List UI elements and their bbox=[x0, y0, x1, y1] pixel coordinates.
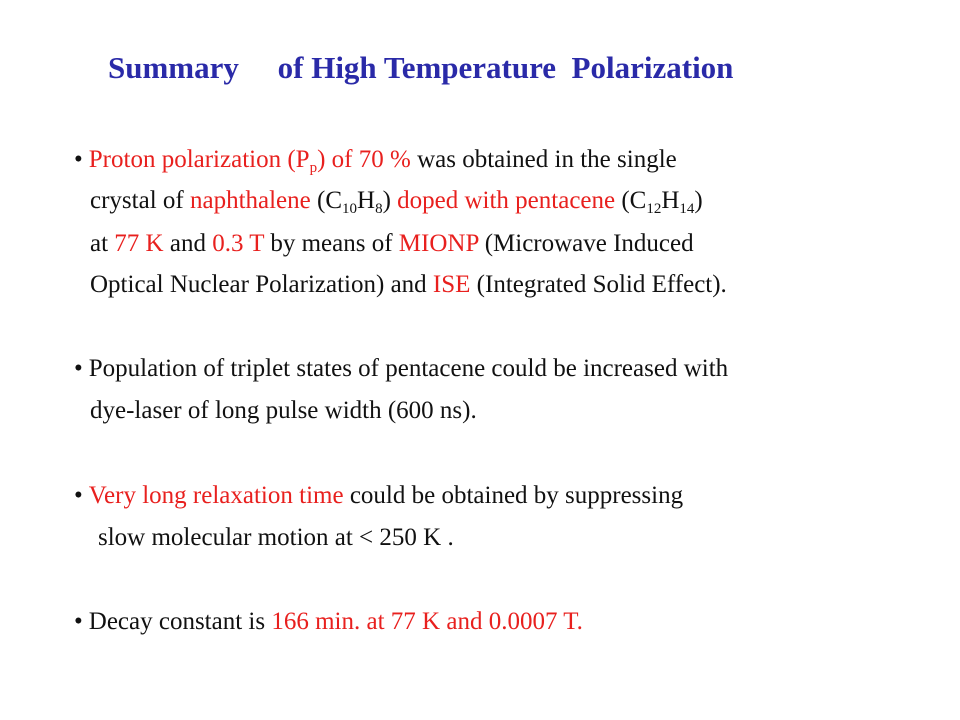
bullet-1-line-4: Optical Nuclear Polarization) and ISE (Integrated Solid Effect). bbox=[90, 271, 727, 298]
bullet-1-line-2: crystal of naphthalene $(C_{10}H_8)$ doped with pentacene $(C_{12}H_{14})$ bbox=[90, 187, 703, 217]
bullet-dot: • bbox=[74, 608, 83, 635]
bullet-3-line-1: • Very long relaxation time could be obtained by suppressing bbox=[74, 482, 684, 509]
bullet-2-line-1: • Population of triplet states of pentacene could be increased with bbox=[74, 355, 729, 382]
slide-title: Summary of High Temperature Polarization bbox=[108, 50, 734, 85]
bullet-dot: • bbox=[74, 482, 83, 509]
bullet-1-line-3: at 77 K and 0.3 T by means of MIONP (Microwave Induced bbox=[90, 230, 694, 257]
bullet-dot: • bbox=[74, 355, 83, 382]
bullet-4-line-1: • Decay constant is 166 min. at 77 K and 0.0007 T. bbox=[74, 608, 583, 635]
bullet-2-line-2: dye-laser of long pulse width (600 ns). bbox=[90, 397, 477, 424]
bullet-1-line-1: • Proton polarization $(P_p)$ of 70 % was obtained in the single bbox=[74, 146, 677, 176]
bullet-3-line-2: slow molecular motion at < 250 K . bbox=[98, 524, 454, 551]
bullet-dot: • bbox=[74, 146, 83, 173]
